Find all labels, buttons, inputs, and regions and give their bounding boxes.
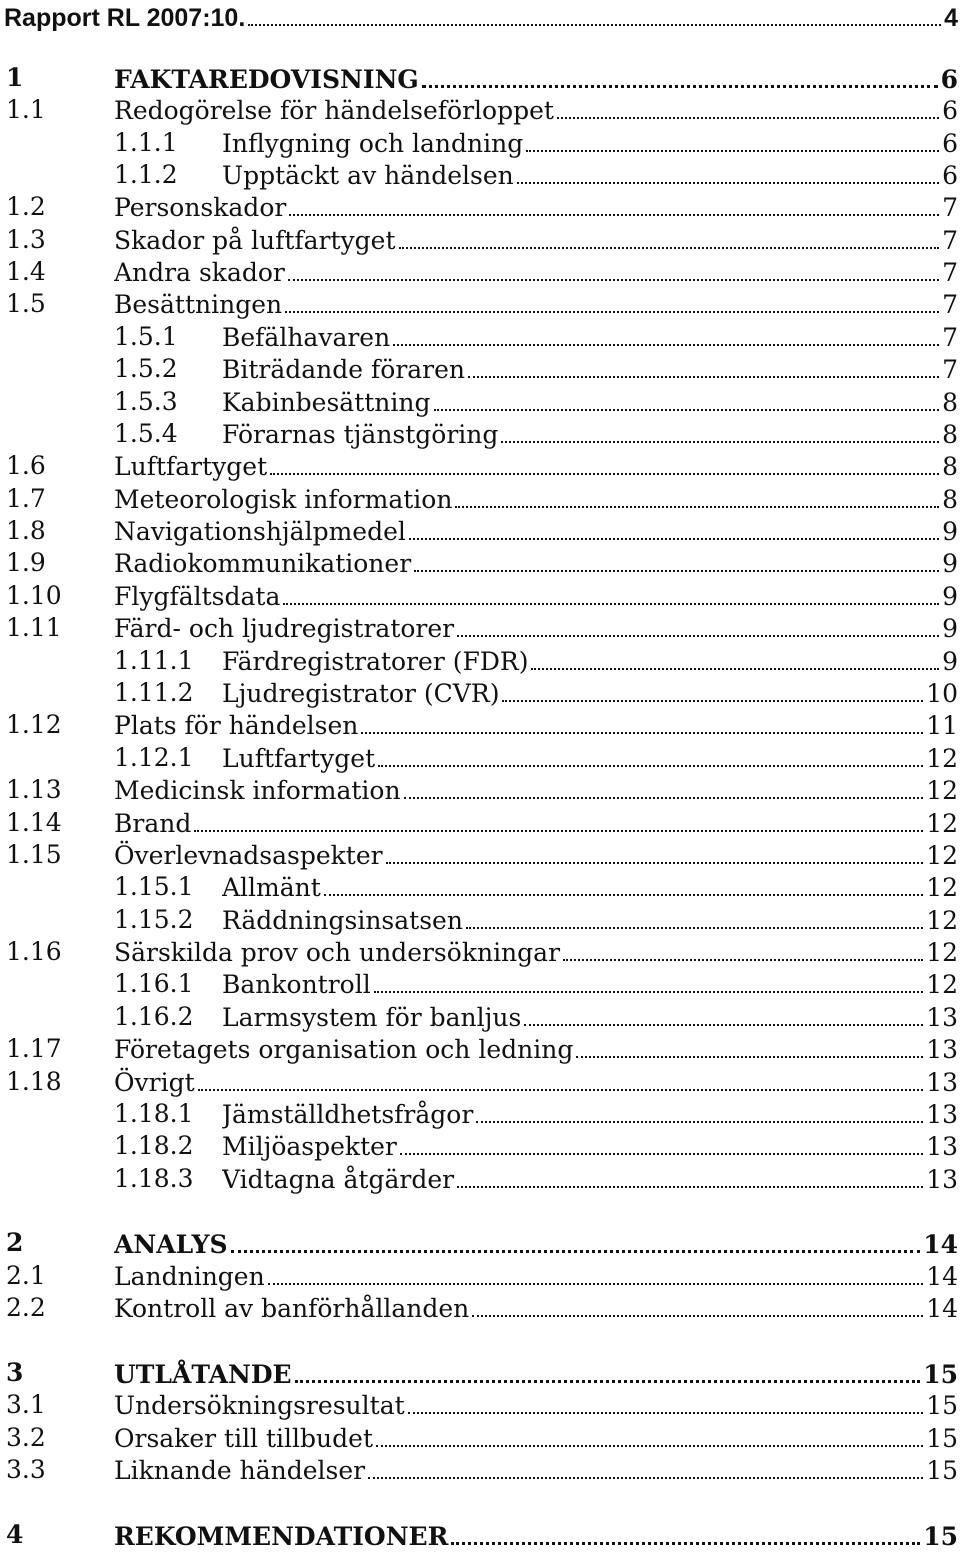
toc-entry[interactable] bbox=[0, 225, 958, 255]
toc-entry-page-number: 13 bbox=[926, 1100, 958, 1129]
toc-entry-title: Biträdande föraren bbox=[222, 355, 466, 384]
dot-leader bbox=[531, 646, 939, 670]
toc-entry-leader bbox=[222, 646, 958, 677]
dot-leader bbox=[368, 1455, 923, 1479]
toc-entry-leader bbox=[114, 516, 958, 547]
toc-entry-title: Befälhavaren bbox=[222, 323, 391, 352]
toc-entry-number: 1.11.2 bbox=[114, 678, 194, 707]
toc-entry-title: Andra skador bbox=[114, 258, 285, 287]
toc-entry-number: 1.5.4 bbox=[114, 419, 178, 448]
toc-entry[interactable] bbox=[0, 1034, 958, 1064]
toc-entry-page-number: 7 bbox=[942, 290, 958, 319]
toc-entry-number: 1.6 bbox=[6, 451, 46, 480]
toc-entry-title: Orsaker till tillbudet bbox=[114, 1424, 373, 1453]
toc-entry[interactable] bbox=[0, 1423, 958, 1453]
dot-leader bbox=[501, 419, 939, 443]
toc-entry[interactable] bbox=[0, 1455, 958, 1485]
toc-entry-title: Jämställdhetsfrågor bbox=[222, 1100, 474, 1129]
toc-entry-title: Medicinsk information bbox=[114, 776, 401, 805]
toc-entry-page-number: 12 bbox=[926, 906, 958, 935]
toc-entry-number: 3.2 bbox=[6, 1423, 46, 1452]
toc-entry[interactable] bbox=[0, 484, 958, 514]
toc-entry-title: Räddningsinsatsen bbox=[222, 906, 463, 935]
toc-entry-number: 1.16.2 bbox=[114, 1002, 194, 1031]
toc-entry-page-number: 15 bbox=[926, 1391, 958, 1420]
toc-entry-number: 1.15.2 bbox=[114, 905, 194, 934]
toc-entry-number: 1.16.1 bbox=[114, 969, 194, 998]
toc-entry-page-number: 12 bbox=[926, 938, 958, 967]
dot-leader bbox=[563, 937, 923, 961]
toc-entry-number: 3.1 bbox=[6, 1390, 46, 1419]
toc-entry-leader bbox=[222, 1099, 958, 1130]
toc-entry-leader bbox=[114, 775, 958, 806]
toc-entry-title: Landningen bbox=[114, 1262, 265, 1291]
toc-entry-page-number: 6 bbox=[940, 65, 958, 94]
toc-entry-title: Färdregistratorer (FDR) bbox=[222, 647, 529, 676]
toc-entry[interactable] bbox=[0, 1261, 958, 1291]
toc-entry-number: 1.1.1 bbox=[114, 128, 178, 157]
dot-leader bbox=[295, 1358, 921, 1383]
toc-entry-page-number: 9 bbox=[942, 582, 958, 611]
toc-entry[interactable] bbox=[0, 581, 958, 611]
toc-entry-page-number: 14 bbox=[923, 1230, 958, 1259]
toc-entry-number: 1.18.3 bbox=[114, 1164, 194, 1193]
toc-entry[interactable] bbox=[0, 192, 958, 222]
toc-entry-number: 3.3 bbox=[6, 1455, 46, 1484]
toc-entry-page-number: 9 bbox=[942, 647, 958, 676]
toc-entry-leader bbox=[114, 1293, 958, 1324]
dot-leader bbox=[408, 1390, 924, 1414]
toc-entry-number: 1.17 bbox=[6, 1034, 62, 1063]
toc-entry-page-number: 14 bbox=[926, 1294, 958, 1323]
toc-entry[interactable] bbox=[0, 1293, 958, 1323]
dot-leader bbox=[524, 1002, 923, 1026]
toc-entry-title: ANALYS bbox=[114, 1230, 228, 1259]
dot-leader bbox=[404, 775, 924, 799]
toc-entry-page-number: 4 bbox=[944, 4, 958, 32]
toc-entry-title: Personskador bbox=[114, 193, 287, 222]
toc-entry-number: 1.4 bbox=[6, 257, 46, 286]
toc-entry[interactable] bbox=[0, 289, 958, 319]
toc-entry-number: 1.5 bbox=[6, 289, 46, 318]
toc-entry-page-number: 10 bbox=[926, 679, 958, 708]
toc-entry-page-number: 15 bbox=[923, 1360, 958, 1389]
toc-entry-page-number: 12 bbox=[926, 841, 958, 870]
toc-entry[interactable] bbox=[0, 872, 958, 902]
toc-entry[interactable] bbox=[0, 840, 958, 870]
dot-leader bbox=[409, 516, 939, 540]
toc-entry-leader bbox=[114, 1423, 958, 1454]
toc-entry-title: Luftfartyget bbox=[114, 452, 268, 481]
toc-entry-number: 1.5.2 bbox=[114, 354, 178, 383]
toc-entry-title: Radiokommunikationer bbox=[114, 549, 412, 578]
toc-entry-leader bbox=[222, 1164, 958, 1195]
toc-entry[interactable] bbox=[0, 1358, 958, 1388]
toc-entry-leader bbox=[114, 1228, 958, 1260]
toc-entry[interactable] bbox=[0, 710, 958, 740]
dot-leader bbox=[361, 710, 923, 734]
toc-entry[interactable] bbox=[0, 257, 958, 287]
dot-leader bbox=[455, 484, 939, 508]
toc-entry-title: Miljöaspekter bbox=[222, 1132, 397, 1161]
toc-entry-title: Inflygning och landning bbox=[222, 129, 524, 158]
dot-leader bbox=[393, 322, 939, 346]
toc-entry-leader bbox=[114, 548, 958, 579]
dot-leader bbox=[198, 1067, 924, 1091]
toc-entry-number: 1.1.2 bbox=[114, 160, 178, 189]
toc-entry-page-number: 8 bbox=[942, 452, 958, 481]
toc-entry-leader bbox=[114, 1034, 958, 1065]
toc-entry-title: Besättningen bbox=[114, 290, 283, 319]
toc-entry-title: Brand bbox=[114, 809, 192, 838]
toc-entry[interactable] bbox=[0, 354, 958, 384]
toc-entry-title: Färd- och ljudregistratorer bbox=[114, 614, 455, 643]
toc-entry-number: 1.3 bbox=[6, 225, 46, 254]
dot-leader bbox=[434, 387, 940, 411]
toc-entry-title: Flygfältsdata bbox=[114, 582, 281, 611]
dot-leader bbox=[451, 1520, 920, 1545]
toc-entry-leader bbox=[114, 289, 958, 320]
toc-entry-leader bbox=[222, 1131, 958, 1162]
toc-entry[interactable] bbox=[0, 646, 958, 676]
toc-entry-number: 1.5.3 bbox=[114, 387, 178, 416]
toc-entry[interactable] bbox=[0, 95, 958, 125]
toc-entry-title: Upptäckt av händelsen bbox=[222, 161, 514, 190]
toc-entry-leader bbox=[222, 678, 958, 709]
toc-entry-number: 1.14 bbox=[6, 808, 62, 837]
toc-entry-page-number: 15 bbox=[923, 1522, 958, 1551]
toc-entry-leader bbox=[114, 484, 958, 515]
toc-entry-page-number: 6 bbox=[942, 161, 958, 190]
toc-entry[interactable] bbox=[0, 1520, 958, 1550]
toc-entry-leader bbox=[222, 354, 958, 385]
toc-entry-number: 1.15 bbox=[6, 840, 62, 869]
toc-entry-title: FAKTAREDOVISNING bbox=[114, 65, 419, 94]
toc-entry[interactable] bbox=[0, 2, 958, 32]
toc-entry-leader bbox=[222, 419, 958, 450]
toc-entry-number: 1.8 bbox=[6, 516, 46, 545]
toc-entry-title: Liknande händelser bbox=[114, 1456, 366, 1485]
toc-entry-page-number: 11 bbox=[926, 711, 958, 740]
toc-entry-leader bbox=[114, 1358, 958, 1390]
toc-entry-page-number: 8 bbox=[942, 388, 958, 417]
dot-leader bbox=[248, 2, 941, 26]
toc-entry[interactable] bbox=[0, 905, 958, 935]
toc-entry-leader bbox=[114, 95, 958, 126]
toc-entry-number: 1.10 bbox=[6, 581, 62, 610]
toc-entry-leader bbox=[114, 451, 958, 482]
toc-entry-title: Särskilda prov och undersökningar bbox=[114, 938, 561, 967]
dot-leader bbox=[399, 225, 940, 249]
toc-entry[interactable] bbox=[0, 1002, 958, 1032]
toc-entry[interactable] bbox=[0, 516, 958, 546]
toc-entry-leader bbox=[222, 387, 958, 418]
toc-entry-page-number: 7 bbox=[942, 323, 958, 352]
toc-entry-title: Skador på luftfartyget bbox=[114, 226, 396, 255]
dot-leader bbox=[466, 905, 923, 929]
toc-entry[interactable] bbox=[0, 322, 958, 352]
toc-entry-page-number: 12 bbox=[926, 970, 958, 999]
dot-leader bbox=[400, 1131, 923, 1155]
toc-entry-title: Vidtagna åtgärder bbox=[222, 1165, 455, 1194]
dot-leader bbox=[288, 257, 939, 281]
dot-leader bbox=[378, 743, 923, 767]
toc-entry[interactable] bbox=[0, 937, 958, 967]
toc-entry[interactable] bbox=[0, 63, 958, 93]
dot-leader bbox=[457, 613, 939, 637]
toc-entry-page-number: 9 bbox=[942, 549, 958, 578]
toc-entry-number: 2 bbox=[6, 1228, 24, 1257]
toc-entry-title: Bankontroll bbox=[222, 970, 371, 999]
toc-entry-leader bbox=[114, 581, 958, 612]
toc-entry[interactable] bbox=[0, 1228, 958, 1258]
dot-leader bbox=[526, 128, 939, 152]
toc-entry-leader bbox=[114, 808, 958, 839]
toc-entry-number: 2.1 bbox=[6, 1261, 46, 1290]
toc-entry[interactable] bbox=[0, 1131, 958, 1161]
toc-entry-number: 1.18.1 bbox=[114, 1099, 194, 1128]
toc-entry[interactable] bbox=[0, 128, 958, 158]
dot-leader bbox=[576, 1034, 923, 1058]
dot-leader bbox=[376, 1423, 923, 1447]
toc-entry-leader bbox=[114, 937, 958, 968]
dot-leader bbox=[194, 808, 923, 832]
dot-leader bbox=[468, 354, 939, 378]
toc-entry-page-number: 9 bbox=[942, 614, 958, 643]
toc-entry-title: Redogörelse för händelseförloppet bbox=[114, 96, 554, 125]
toc-entry-title: Kabinbesättning bbox=[222, 388, 431, 417]
toc-entry-leader bbox=[222, 969, 958, 1000]
toc-entry-page-number: 8 bbox=[942, 485, 958, 514]
toc-entry-number: 3 bbox=[6, 1358, 24, 1387]
dot-leader bbox=[374, 969, 923, 993]
toc-entry-page-number: 7 bbox=[942, 355, 958, 384]
toc-entry-page-number: 12 bbox=[926, 776, 958, 805]
toc-entry-title: Navigationshjälpmedel bbox=[114, 517, 406, 546]
toc-entry-page-number: 13 bbox=[926, 1132, 958, 1161]
toc-entry-leader bbox=[222, 743, 958, 774]
toc-entry-leader bbox=[114, 1261, 958, 1292]
toc-entry-leader bbox=[222, 1002, 958, 1033]
toc-entry-number: 1.18.2 bbox=[114, 1131, 194, 1160]
toc-entry-page-number: 15 bbox=[926, 1424, 958, 1453]
toc-entry-number: 1.15.1 bbox=[114, 872, 194, 901]
dot-leader bbox=[270, 451, 939, 475]
toc-entry-page-number: 6 bbox=[942, 129, 958, 158]
toc-entry-number: 1.7 bbox=[6, 484, 46, 513]
toc-entry[interactable] bbox=[0, 678, 958, 708]
toc-entry-number: 1.12.1 bbox=[114, 743, 194, 772]
toc-entry-number: 1.1 bbox=[6, 95, 46, 124]
toc-entry-title: Larmsystem för banljus bbox=[222, 1003, 522, 1032]
toc-entry-page-number: 12 bbox=[926, 809, 958, 838]
dot-leader bbox=[414, 548, 939, 572]
toc-entry-title: Rapport RL 2007:10. bbox=[4, 4, 246, 32]
toc-entry-page-number: 15 bbox=[926, 1456, 958, 1485]
toc-entry[interactable] bbox=[0, 387, 958, 417]
toc-entry-number: 1.18 bbox=[6, 1067, 62, 1096]
toc-entry[interactable] bbox=[0, 1390, 958, 1420]
toc-entry-title: Företagets organisation och ledning bbox=[114, 1035, 574, 1064]
toc-entry-page-number: 8 bbox=[942, 420, 958, 449]
toc-entry-page-number: 12 bbox=[926, 873, 958, 902]
toc-entry-page-number: 13 bbox=[926, 1035, 958, 1064]
toc-entry-leader bbox=[114, 1520, 958, 1552]
toc-entry[interactable] bbox=[0, 451, 958, 481]
dot-leader bbox=[476, 1099, 923, 1123]
toc-entry-leader bbox=[114, 192, 958, 223]
toc-entry[interactable] bbox=[0, 969, 958, 999]
toc-entry-page-number: 12 bbox=[926, 744, 958, 773]
dot-leader bbox=[268, 1261, 923, 1285]
toc-entry-title: Luftfartyget bbox=[222, 744, 376, 773]
toc-entry-title: Överlevnadsaspekter bbox=[114, 841, 383, 870]
toc-entry[interactable] bbox=[0, 743, 958, 773]
toc-entry-page-number: 9 bbox=[942, 517, 958, 546]
toc-entry-page-number: 13 bbox=[926, 1003, 958, 1032]
toc-entry[interactable] bbox=[0, 808, 958, 838]
dot-leader bbox=[517, 160, 939, 184]
toc-entry-page-number: 13 bbox=[926, 1165, 958, 1194]
toc-entry[interactable] bbox=[0, 548, 958, 578]
toc-entry-number: 1.9 bbox=[6, 548, 46, 577]
toc-entry-page-number: 7 bbox=[942, 193, 958, 222]
toc-entry-page-number: 14 bbox=[926, 1262, 958, 1291]
toc-entry-title: Ljudregistrator (CVR) bbox=[222, 679, 500, 708]
toc-entry-number: 1.16 bbox=[6, 937, 62, 966]
toc-entry-number: 1.5.1 bbox=[114, 322, 178, 351]
toc-entry-leader bbox=[222, 872, 958, 903]
dot-leader bbox=[422, 63, 938, 88]
dot-leader bbox=[472, 1293, 923, 1317]
toc-entry[interactable] bbox=[0, 1099, 958, 1129]
toc-entry-leader bbox=[222, 905, 958, 936]
toc-entry[interactable] bbox=[0, 1067, 958, 1097]
toc-entry-leader bbox=[114, 257, 958, 288]
toc-entry-number: 1 bbox=[6, 63, 24, 92]
toc-entry-number: 1.2 bbox=[6, 192, 46, 221]
toc-entry-title: Undersökningsresultat bbox=[114, 1391, 405, 1420]
dot-leader bbox=[457, 1164, 923, 1188]
dot-leader bbox=[557, 95, 939, 119]
toc-entry-number: 4 bbox=[6, 1520, 24, 1549]
toc-entry-title: Meteorologisk information bbox=[114, 485, 453, 514]
dot-leader bbox=[324, 872, 923, 896]
toc-entry-number: 2.2 bbox=[6, 1293, 46, 1322]
toc-entry[interactable] bbox=[0, 613, 958, 643]
dot-leader bbox=[289, 192, 939, 216]
toc-entry-leader bbox=[114, 1390, 958, 1421]
toc-entry[interactable] bbox=[0, 775, 958, 805]
toc-entry-leader bbox=[114, 225, 958, 256]
toc-entry-page-number: 7 bbox=[942, 226, 958, 255]
toc-entry-number: 1.12 bbox=[6, 710, 62, 739]
toc-entry-title: Kontroll av banförhållanden bbox=[114, 1294, 470, 1323]
toc-entry-leader bbox=[4, 2, 958, 33]
toc-entry-leader bbox=[222, 322, 958, 353]
toc-entry-leader bbox=[222, 128, 958, 159]
toc-entry-leader bbox=[114, 1067, 958, 1098]
toc-entry-title: REKOMMENDATIONER bbox=[114, 1522, 449, 1551]
toc-entry-title: Allmänt bbox=[222, 873, 321, 902]
toc-entry-leader bbox=[114, 1455, 958, 1486]
toc-entry-title: UTLÅTANDE bbox=[114, 1360, 292, 1389]
toc-entry-number: 1.11 bbox=[6, 613, 62, 642]
toc-entry-number: 1.13 bbox=[6, 775, 62, 804]
dot-leader bbox=[231, 1228, 921, 1253]
toc-entry-page-number: 13 bbox=[926, 1068, 958, 1097]
toc-entry-page-number: 7 bbox=[942, 258, 958, 287]
toc-entry-page-number: 6 bbox=[942, 96, 958, 125]
dot-leader bbox=[283, 581, 939, 605]
toc-entry[interactable] bbox=[0, 1164, 958, 1194]
dot-leader bbox=[386, 840, 924, 864]
toc-entry-leader bbox=[114, 840, 958, 871]
toc-entry-leader bbox=[114, 710, 958, 741]
toc-entry-leader bbox=[114, 63, 958, 95]
toc-entry-title: Övrigt bbox=[114, 1068, 195, 1097]
toc-entry-title: Förarnas tjänstgöring bbox=[222, 420, 499, 449]
toc-entry-leader bbox=[114, 613, 958, 644]
dot-leader bbox=[502, 678, 923, 702]
dot-leader bbox=[285, 289, 939, 313]
toc-entry[interactable] bbox=[0, 160, 958, 190]
toc-entry[interactable] bbox=[0, 419, 958, 449]
toc-entry-number: 1.11.1 bbox=[114, 646, 194, 675]
toc-entry-leader bbox=[222, 160, 958, 191]
toc-entry-title: Plats för händelsen bbox=[114, 711, 359, 740]
